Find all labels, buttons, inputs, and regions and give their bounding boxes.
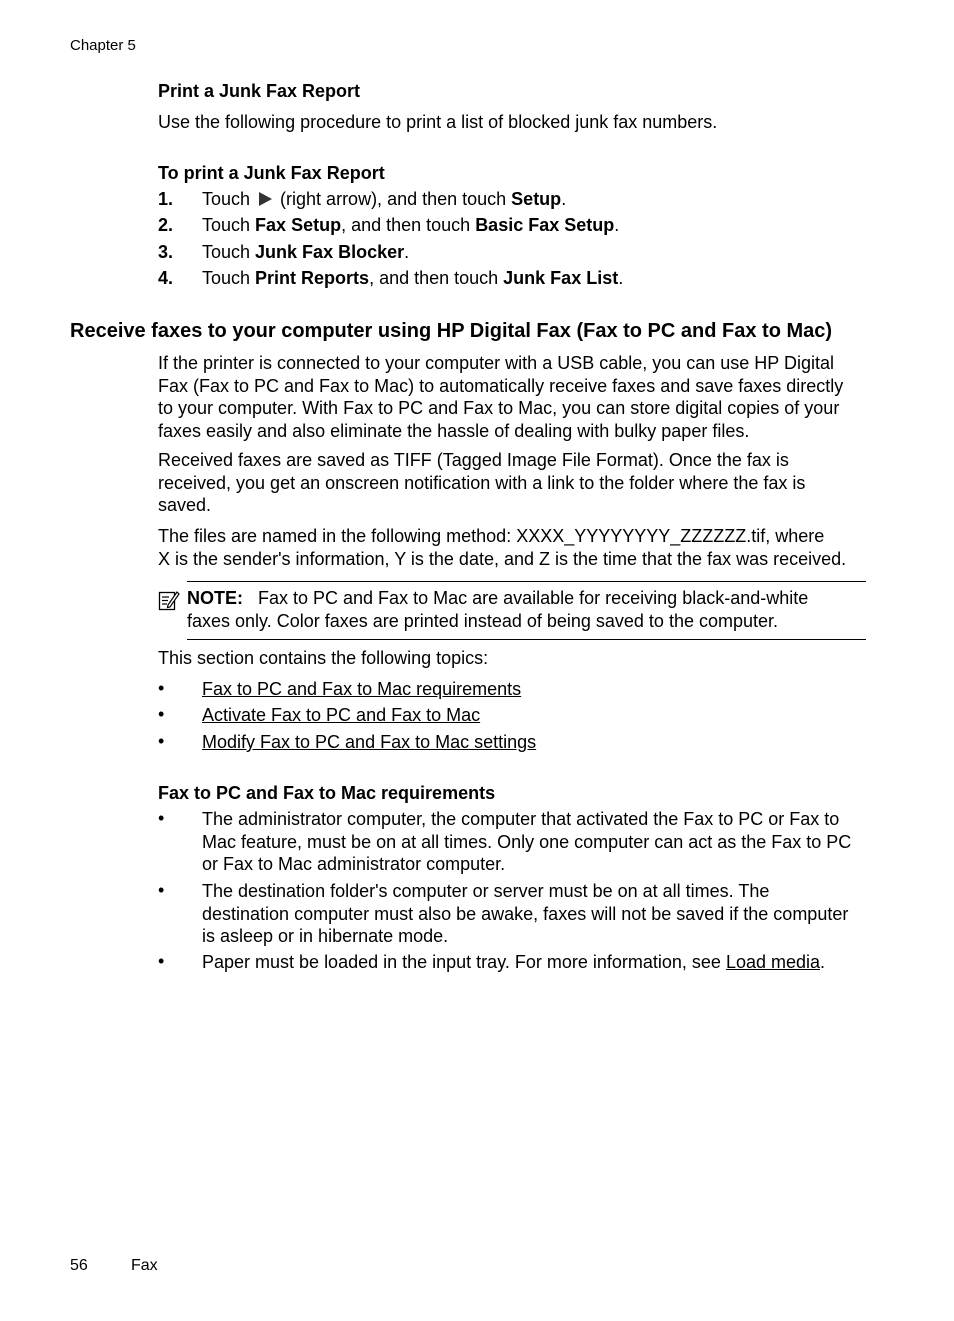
topic-link-activate[interactable]: Activate Fax to PC and Fax to Mac xyxy=(202,705,481,725)
text-line: Mac feature, must be on at all times. Only one computer can act as the Fax to PC xyxy=(202,831,852,852)
text-line: destination computer must also be awake, faxes will not be saved if the computer xyxy=(202,903,849,924)
requirement-item xyxy=(202,808,851,876)
note-text xyxy=(187,587,808,632)
step-text-part: Touch xyxy=(202,189,256,209)
section-heading: Receive faxes to your computer using HP Digital Fax (Fax to PC and Fax to Mac) xyxy=(70,320,833,342)
requirement-item xyxy=(202,880,848,948)
step-number: 1. xyxy=(158,189,174,209)
text-line: Received faxes are saved as TIFF (Tagged Image File Format). Once the fax is xyxy=(158,450,789,470)
page-number: 56 xyxy=(70,1257,88,1274)
chapter-label: Chapter 5 xyxy=(70,37,136,54)
tiff-paragraph xyxy=(158,449,805,517)
step-text-part: . xyxy=(561,189,567,209)
step-text-part: . xyxy=(618,268,624,288)
text-line: received, you get an onscreen notification with a link to the folder where the fax is xyxy=(158,472,806,493)
step-text-bold: Setup xyxy=(511,189,562,209)
bullet: • xyxy=(158,678,165,698)
text-line: faxes only. Color faxes are printed instead of being saved to the computer. xyxy=(187,610,779,631)
step-text-part: , and then touch xyxy=(369,268,504,288)
text-line: If the printer is connected to your computer with a USB cable, you can use HP Digital xyxy=(158,353,835,373)
step-text-bold: Basic Fax Setup xyxy=(475,215,615,235)
step-text-bold: Junk Fax List xyxy=(503,268,619,288)
text-line: Paper must be loaded in the input tray. For more information, see xyxy=(202,952,726,972)
text-line: Fax to PC and Fax to Mac are available for receiving black-and-white xyxy=(258,588,809,608)
text-line: The administrator computer, the computer that activated the Fax to PC or Fax to xyxy=(202,809,840,829)
topic-link-requirements[interactable]: Fax to PC and Fax to Mac requirements xyxy=(202,679,522,699)
text-line: X is the sender's information, Y is the date, and Z is the time that the fax was received. xyxy=(158,548,847,569)
text-line: saved. xyxy=(158,495,212,515)
text-line: The files are named in the following method: XXXX_YYYYYYYY_ZZZZZZ.tif, where xyxy=(158,526,825,546)
step-text xyxy=(202,189,566,212)
step-text-part: , and then touch xyxy=(341,215,476,235)
step-text-part: (right arrow), and then touch xyxy=(275,189,512,209)
bullet: • xyxy=(158,704,165,724)
step-text xyxy=(202,242,409,263)
text-line: Fax (Fax to PC and Fax to Mac) to automatically receive faxes and save faxes directly xyxy=(158,375,844,396)
step-text xyxy=(202,268,623,289)
text-line: to your computer. With Fax to PC and Fax to Mac, you can store digital copies of your xyxy=(158,398,840,418)
note-label: NOTE: xyxy=(187,588,243,608)
bullet: • xyxy=(158,880,165,900)
text-line: is asleep or in hibernate mode. xyxy=(202,926,449,946)
step-text-part: Touch xyxy=(202,268,256,288)
text-line: faxes easily and also eliminate the hassle of dealing with bulky paper files. xyxy=(158,420,750,441)
right-arrow-icon xyxy=(257,191,273,212)
step-number: 2. xyxy=(158,215,174,235)
text-line: or Fax to Mac administrator computer. xyxy=(202,854,506,874)
load-media-link[interactable]: Load media xyxy=(725,952,821,972)
step-text-part: . xyxy=(614,215,620,235)
step-text-part: Touch xyxy=(202,242,256,262)
intro-paragraph xyxy=(158,352,843,442)
requirement-item xyxy=(202,951,825,974)
step-text-part: . xyxy=(404,242,410,262)
note-top-rule xyxy=(187,581,866,582)
step-text-bold: Fax Setup xyxy=(255,215,342,235)
bullet: • xyxy=(158,951,165,971)
note-icon xyxy=(158,589,180,616)
requirements-heading: Fax to PC and Fax to Mac requirements xyxy=(158,783,496,803)
step-number: 4. xyxy=(158,268,174,288)
footer-section: Fax xyxy=(131,1257,158,1274)
step-text-bold: Print Reports xyxy=(255,268,370,288)
junk-report-heading: Print a Junk Fax Report xyxy=(158,81,361,101)
topic-link-modify[interactable]: Modify Fax to PC and Fax to Mac settings xyxy=(202,732,537,752)
filename-paragraph xyxy=(158,525,846,570)
topics-intro: This section contains the following topics: xyxy=(158,648,489,668)
step-text-bold: Junk Fax Blocker xyxy=(255,242,405,262)
procedure-heading: To print a Junk Fax Report xyxy=(158,163,385,183)
text-line: . xyxy=(820,952,826,972)
note-bottom-rule xyxy=(187,639,866,640)
step-text xyxy=(202,215,619,236)
junk-report-intro: Use the following procedure to print a list of blocked junk fax numbers. xyxy=(158,112,718,132)
step-number: 3. xyxy=(158,242,174,262)
bullet: • xyxy=(158,731,165,751)
bullet: • xyxy=(158,808,165,828)
step-text-part: Touch xyxy=(202,215,256,235)
text-line: The destination folder's computer or server must be on at all times. The xyxy=(202,881,770,901)
